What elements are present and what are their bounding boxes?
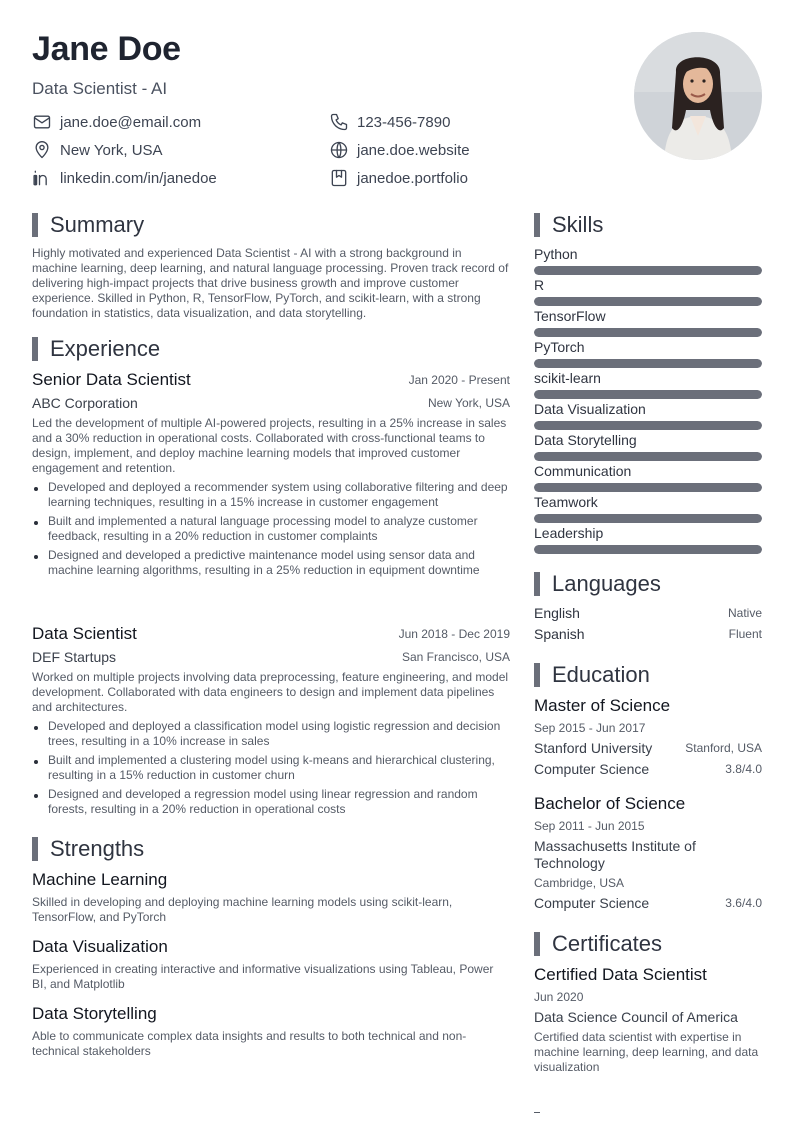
certificate-description: Certified data scientist with expertise in machine learning, deep learning, and data visualization bbox=[534, 1030, 759, 1074]
skill-level-fill bbox=[534, 390, 762, 399]
candidate-name: Jane Doe bbox=[32, 30, 181, 68]
location-pin-icon bbox=[32, 140, 52, 160]
skill-level-fill bbox=[534, 545, 762, 554]
certificates-heading bbox=[534, 932, 662, 956]
phone-text: 123-456-7890 bbox=[357, 113, 451, 131]
skill-level-fill bbox=[534, 266, 762, 275]
skill-level-fill bbox=[534, 452, 762, 461]
skill-level-bar bbox=[534, 452, 762, 461]
skills-heading bbox=[534, 213, 603, 237]
section-accent-bar bbox=[534, 572, 540, 596]
contact-website[interactable] bbox=[329, 140, 470, 160]
website-text: jane.doe.website bbox=[357, 141, 470, 159]
strength-text: Skilled in developing and deploying machine learning models using scikit-learn, TensorFlow, and PyTorch bbox=[32, 895, 453, 924]
skill-level-fill bbox=[534, 483, 762, 492]
job-location: New York, USA bbox=[427, 396, 510, 410]
profile-photo bbox=[634, 32, 762, 160]
strength-title: Data Storytelling bbox=[32, 1004, 157, 1023]
experience-heading-text: Experience bbox=[50, 336, 161, 361]
section-accent-bar bbox=[534, 932, 540, 956]
job-bullets bbox=[32, 719, 510, 821]
job-bullet: Built and implemented a natural language processing model to analyze customer feedback, resulting in a 20% reduction in customer complaints bbox=[32, 514, 510, 544]
languages-heading bbox=[534, 572, 661, 596]
job-company: ABC Corporation bbox=[32, 395, 138, 411]
skill-level-bar bbox=[534, 359, 762, 368]
job-title: Data Scientist bbox=[32, 624, 137, 643]
education-school: Massachusetts Institute of Technology bbox=[534, 838, 696, 871]
skill-name: Teamwork bbox=[534, 494, 598, 510]
job-bullet: Built and implemented a clustering model using k-means and hierarchical clustering, resulting in a 15% reduction in customer churn bbox=[32, 753, 510, 783]
section-accent-bar bbox=[534, 213, 540, 237]
skills-heading-text: Skills bbox=[552, 212, 604, 237]
education-degree: Master of Science bbox=[534, 696, 671, 715]
skill-level-bar bbox=[534, 297, 762, 306]
job-company: DEF Startups bbox=[32, 649, 117, 665]
bookmark-icon bbox=[329, 168, 349, 188]
job-description: Worked on multiple projects involving data preprocessing, feature engineering, and model development. Collaborated with data engineers to design and implement data pipelines and architectures. bbox=[32, 670, 509, 714]
skill-level-fill bbox=[534, 514, 762, 523]
section-accent-bar bbox=[32, 837, 38, 861]
job-bullet: Developed and deployed a classification model using logistic regression and decision trees, resulting in a 10% increase in sales bbox=[32, 719, 510, 749]
contact-linkedin[interactable] bbox=[32, 168, 217, 188]
job-bullets bbox=[32, 480, 510, 582]
strengths-heading bbox=[32, 837, 144, 861]
language-level: Native bbox=[727, 606, 762, 620]
linkedin-text: linkedin.com/in/janedoe bbox=[60, 169, 217, 187]
job-bullet: Designed and developed a predictive maintenance model using sensor data and machine learning algorithms, resulting in a 25% reduction in equipment downtime bbox=[32, 548, 510, 578]
certificate-issuer: Data Science Council of America bbox=[534, 1009, 738, 1025]
skill-level-fill bbox=[534, 359, 762, 368]
job-title: Senior Data Scientist bbox=[32, 370, 191, 389]
mail-icon bbox=[32, 112, 52, 132]
contact-location bbox=[32, 140, 163, 160]
education-dates: Sep 2015 - Jun 2017 bbox=[534, 721, 646, 735]
skill-level-bar bbox=[534, 421, 762, 430]
strength-title: Data Visualization bbox=[32, 937, 168, 956]
experience-heading bbox=[32, 337, 160, 361]
skill-name: PyTorch bbox=[534, 339, 585, 355]
language-level: Fluent bbox=[728, 627, 762, 641]
education-gpa: 3.6/4.0 bbox=[725, 896, 762, 910]
job-dates: Jun 2018 - Dec 2019 bbox=[398, 627, 510, 641]
strength-title: Machine Learning bbox=[32, 870, 168, 889]
portfolio-text: janedoe.portfolio bbox=[357, 169, 468, 187]
certificate-date: Jun 2020 bbox=[534, 990, 584, 1004]
strengths-heading-text: Strengths bbox=[50, 836, 145, 861]
skill-level-fill bbox=[534, 297, 762, 306]
contact-phone[interactable] bbox=[329, 112, 450, 132]
education-degree: Bachelor of Science bbox=[534, 794, 686, 813]
education-heading-text: Education bbox=[552, 662, 650, 687]
language-name: English bbox=[534, 605, 580, 621]
skill-name: Data Visualization bbox=[534, 401, 646, 417]
skill-name: Leadership bbox=[534, 525, 604, 541]
linkedin-icon bbox=[32, 168, 52, 188]
skill-level-bar bbox=[534, 390, 762, 399]
skill-level-bar bbox=[534, 266, 762, 275]
page-divider-mark bbox=[534, 1112, 540, 1113]
education-location: Stanford, USA bbox=[685, 741, 762, 755]
section-accent-bar bbox=[32, 337, 38, 361]
education-dates: Sep 2011 - Jun 2015 bbox=[534, 819, 645, 833]
skill-name: TensorFlow bbox=[534, 308, 606, 324]
job-dates: Jan 2020 - Present bbox=[408, 373, 510, 387]
skill-level-bar bbox=[534, 514, 762, 523]
contact-portfolio[interactable] bbox=[329, 168, 468, 188]
education-school: Stanford University bbox=[534, 740, 653, 756]
certificate-name: Certified Data Scientist bbox=[534, 965, 707, 984]
skill-name: Communication bbox=[534, 463, 632, 479]
strength-text: Experienced in creating interactive and informative visualizations using Tableau, Power BI, and Matplotlib bbox=[32, 962, 494, 991]
skill-level-bar bbox=[534, 545, 762, 554]
education-field: Computer Science bbox=[534, 761, 650, 777]
skill-level-bar bbox=[534, 328, 762, 337]
globe-icon bbox=[329, 140, 349, 160]
skill-name: Data Storytelling bbox=[534, 432, 637, 448]
education-location: Cambridge, USA bbox=[534, 876, 625, 890]
skill-name: Python bbox=[534, 246, 578, 262]
phone-icon bbox=[329, 112, 349, 132]
skill-level-bar bbox=[534, 483, 762, 492]
skill-level-fill bbox=[534, 421, 762, 430]
candidate-title: Data Scientist - AI bbox=[32, 79, 168, 98]
certificates-heading-text: Certificates bbox=[552, 931, 663, 956]
education-heading bbox=[534, 663, 650, 687]
languages-heading-text: Languages bbox=[552, 571, 661, 596]
summary-heading bbox=[32, 213, 144, 237]
section-accent-bar bbox=[534, 663, 540, 687]
section-accent-bar bbox=[32, 213, 38, 237]
job-bullet: Designed and developed a regression model using linear regression and random forests, resulting in a 20% reduction in operational costs bbox=[32, 787, 510, 817]
location-text: New York, USA bbox=[60, 141, 163, 159]
job-description: Led the development of multiple AI-powered projects, resulting in a 25% increase in sales and a 30% reduction in operational costs. Collaborated with cross-functional teams to design, implement, and deploy machine learning models that improved customer engagement and retention. bbox=[32, 416, 507, 475]
skill-name: scikit-learn bbox=[534, 370, 601, 386]
job-bullet: Developed and deployed a recommender system using collaborative filtering and deep learning techniques, resulting in a 15% increase in customer engagement bbox=[32, 480, 510, 510]
language-name: Spanish bbox=[534, 626, 585, 642]
contact-email[interactable] bbox=[32, 112, 201, 132]
education-field: Computer Science bbox=[534, 895, 650, 911]
summary-text: Highly motivated and experienced Data Scientist - AI with a strong background in machine learning, deep learning, and natural language processing. Proven track record of delivering high-impact projects that drive business growth and improve customer experience. Skilled in Python, R, TensorFlow, PyTorch, and scikit-learn, with a strong foundation in statistics, data visualization, and data storytelling. bbox=[32, 246, 509, 320]
skill-name: R bbox=[534, 277, 545, 293]
job-location: San Francisco, USA bbox=[401, 650, 510, 664]
email-text: jane.doe@email.com bbox=[60, 113, 202, 131]
summary-heading-text: Summary bbox=[50, 212, 145, 237]
education-gpa: 3.8/4.0 bbox=[725, 762, 762, 776]
skill-level-fill bbox=[534, 328, 762, 337]
strength-text: Able to communicate complex data insights and results to both technical and non-technical stakeholders bbox=[32, 1029, 467, 1058]
